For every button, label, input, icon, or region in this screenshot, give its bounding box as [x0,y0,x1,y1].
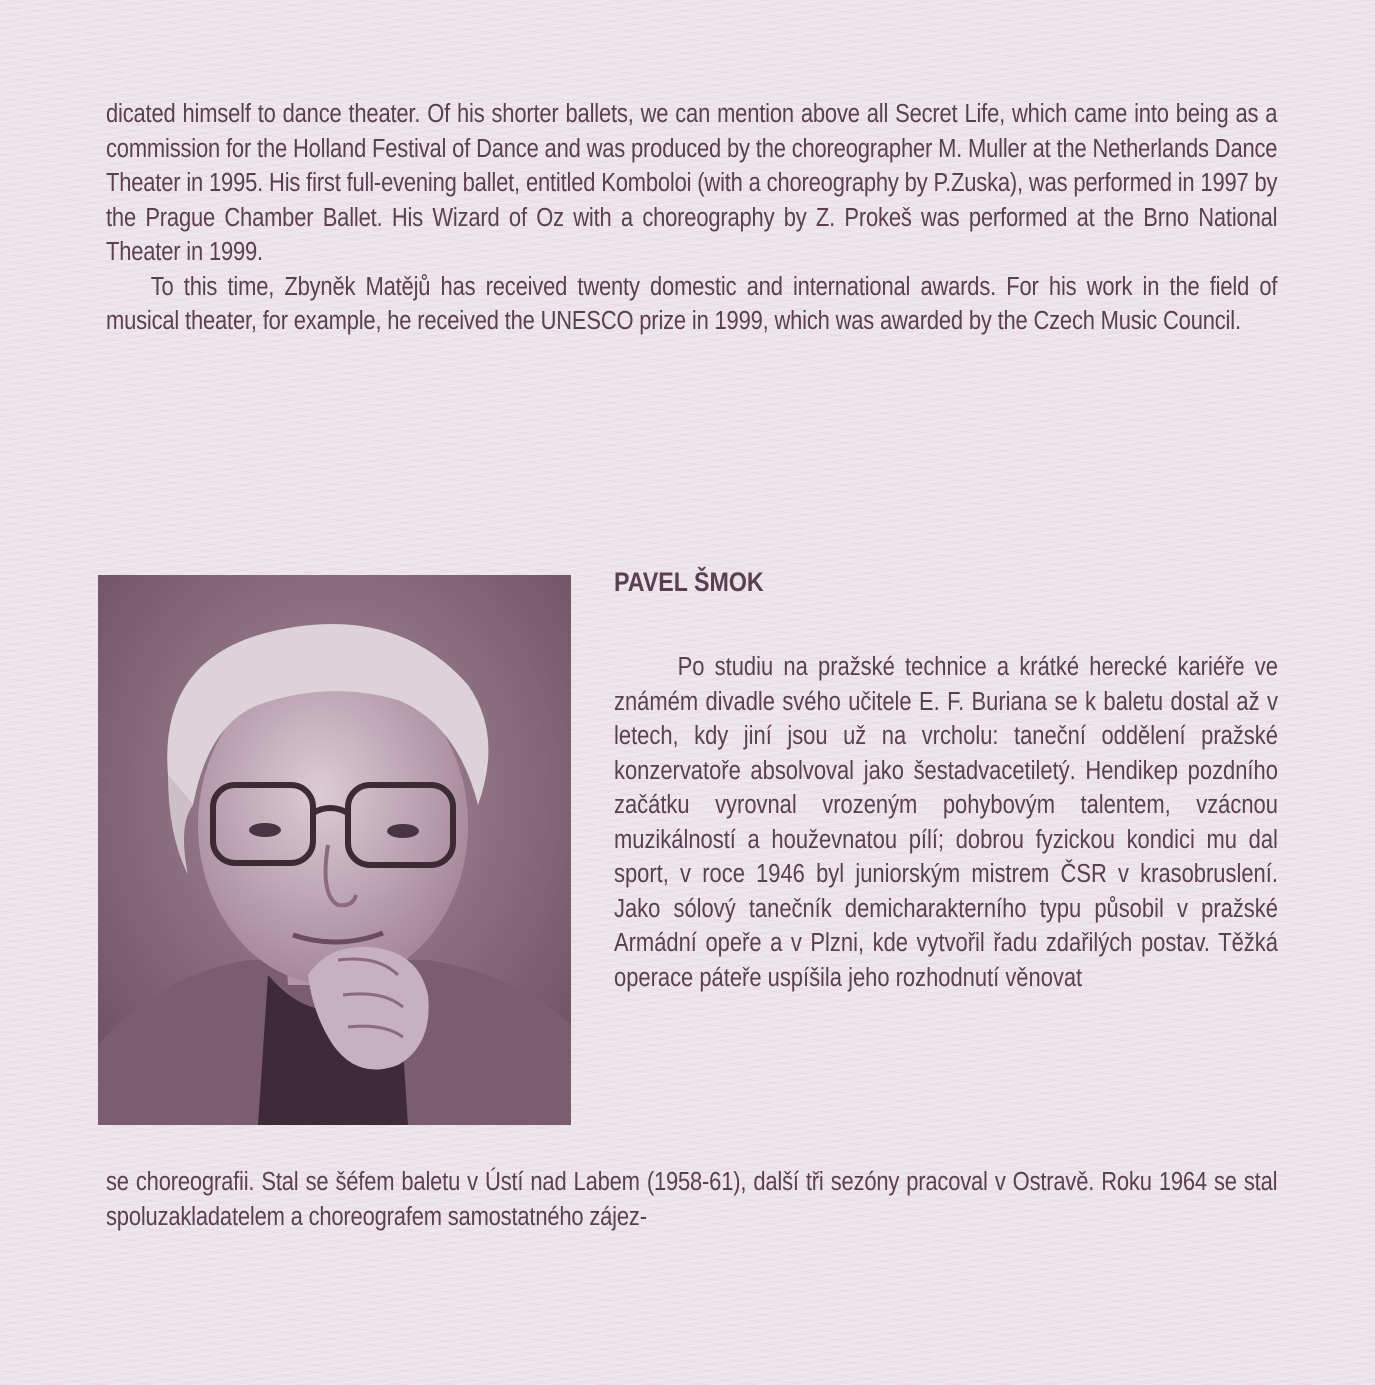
portrait-illustration [98,575,571,1125]
bio-paragraph-start: Po studiu na pražské technice a krátké herecké kariéře ve známém divadle svého učitele E. F. Buriana se k baletu dostal až v letech, kdy jiní jsou už na vrcholu: taneční oddělení pražské konzervatoře absolvoval jako šestadvacetiletý. Hendikep pozdního začátku vyrovnal vrozeným pohybovým talentem, vzácnou muzikálností a houževnatou pílí; dobrou fyzickou kondici mu dal sport, v roce 1946 byl juniorským mistrem ČSR v krasobruslení. Jako sólový tanečník demicharakterního typu působil v pražské Armádní opeře a v Plzni, kde vytvořil řadu zdařilých postav. Těžká operace páteře uspíšila jeho rozhodnutí věnovat [614,653,1278,992]
bio-paragraph-continuation: se choreografii. Stal se šéfem baletu v Ústí nad Labem (1958-61), další tři sezóny pracoval v Ostravě. Roku 1964 se stal spoluzakladatelem a choreografem samostatného zájez- [106,1168,1278,1231]
paragraph-1: dicated himself to dance theater. Of his shorter ballets, we can mention above all Secret Life, which came into being as a commission for the Holland Festival of Dance and was produced by the choreographer M. Muller at the Netherlands Dance Theater in 1995. His first full-evening ballet, entitled Komboloi (with a choreography by P.Zuska), was performed in 1997 by the Prague Chamber Ballet. His Wizard of Oz with a choreography by Z. Prokeš was performed at the Brno National Theater in 1999. [106,100,1278,266]
bio-continuation-text [106,97,1278,339]
bio-text-beside-photo [614,650,1278,995]
section-heading: PAVEL ŠMOK [614,567,764,597]
portrait-photo [98,575,571,1125]
paragraph-2: To this time, Zbyněk Matějů has received twenty domestic and international awards. For his work in the field of musical theater, for example, he received the UNESCO prize in 1999, which was awarded by the Czech Music Council. [106,272,1278,335]
bio-text-below-photo [106,1165,1278,1234]
